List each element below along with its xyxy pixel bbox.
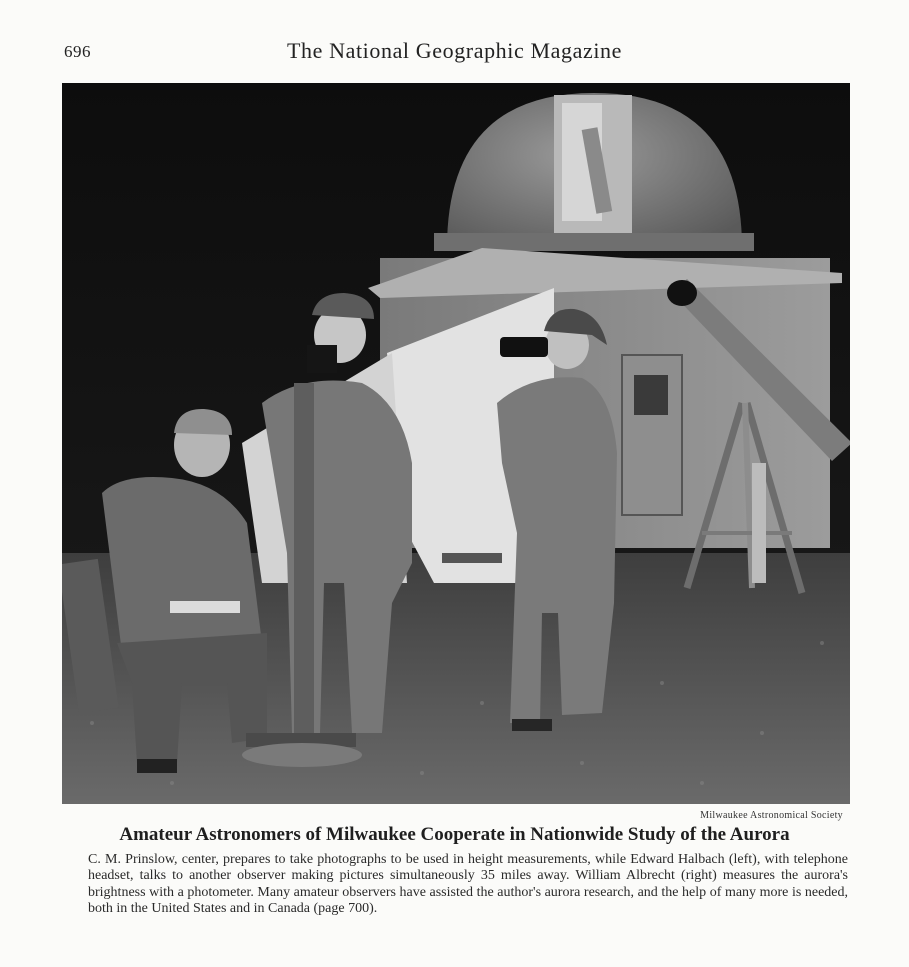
caption-title: Amateur Astronomers of Milwaukee Cooperate in Nationwide Study of the Aurora xyxy=(119,824,790,845)
observatory-photograph xyxy=(62,83,850,804)
running-head: The National Geographic Magazine xyxy=(286,38,622,63)
caption-body: C. M. Prinslow, center, prepares to take photographs to be used in height measurements, while Edward Halbach (left), with telephone headset, talks to another observer making pictures simultaneously 35 miles away. William Albrecht (right) measures the aurora's brightness with a photometer. Many amateur observers have assisted the author's aurora research, and the help of many more is needed, both in the United States and in Canada (page 700). xyxy=(88,852,848,917)
photo-credit: Milwaukee Astronomical Society xyxy=(700,810,843,821)
page-number: 696 xyxy=(64,42,91,61)
